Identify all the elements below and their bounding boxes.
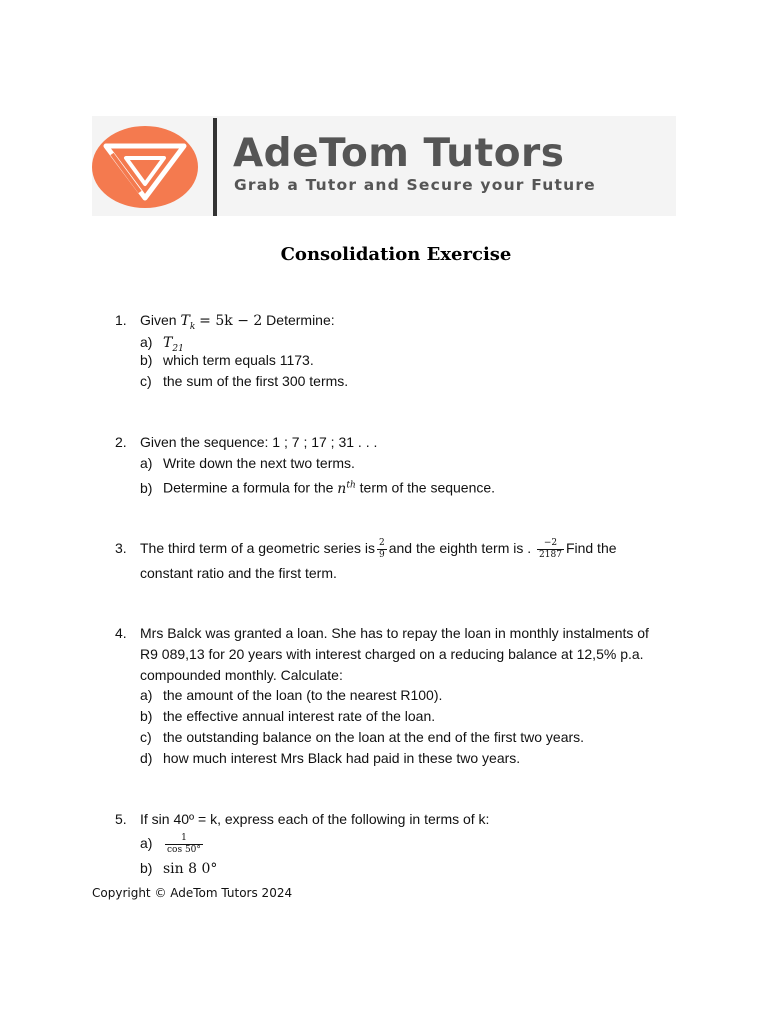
question-stem-line-1: Mrs Balck was granted a loan. She has to repay the loan in monthly instalments of: [140, 625, 649, 641]
question-number: 4.: [115, 625, 127, 641]
sub-question-b: b) Determine a formula for the $n^{th}$ term of the sequence.: [140, 479, 496, 497]
question-number: 1.: [115, 312, 127, 328]
question-stem: Given $T_k = 5k - 2$ Determine:: [140, 312, 335, 332]
fraction: $\frac{-2}{2187}$: [539, 538, 562, 560]
brand-name: AdeTom Tutors: [233, 131, 565, 176]
sub-question-b: b) the effective annual interest rate of the loan.: [140, 708, 436, 724]
question-number: 3.: [115, 540, 127, 556]
question-number: 2.: [115, 434, 127, 450]
sub-question-d: d) how much interest Mrs Black had paid in these two years.: [140, 750, 521, 766]
question-number: 5.: [115, 811, 127, 827]
question-stem: Given the sequence: 1 ; 7 ; 17 ; 31 . . .: [140, 434, 378, 450]
sub-question-c: c) the outstanding balance on the loan at the end of the first two years.: [140, 729, 585, 745]
brand-tagline: Grab a Tutor and Secure your Future: [234, 176, 596, 194]
question-stem: The third term of a geometric series is $\frac{2}{9}$ and the eighth term is . $\frac{-2}{2187}$ Find the: [140, 538, 617, 560]
sub-question-a: a) the amount of the loan (to the nearest R100).: [140, 687, 443, 703]
sub-question-b: b) sin 8 0°: [140, 860, 218, 877]
brand-divider: [213, 118, 217, 216]
question-stem: If sin 40º = k, express each of the following in terms of k:: [140, 811, 490, 827]
question-stem-line-3: compounded monthly. Calculate:: [140, 667, 343, 683]
copyright-notice: Copyright © AdeTom Tutors 2024: [92, 886, 293, 900]
sub-question-a: a) $\frac{1}{\cos 50^\circ}$: [140, 833, 201, 855]
sub-question-b: b) which term equals 1173.: [140, 352, 314, 368]
adetom-logo-icon: [92, 126, 198, 208]
sub-question-a: a) $T_{21}$: [140, 334, 184, 354]
fraction: $\frac{2}{9}$: [378, 538, 385, 560]
fraction: $\frac{1}{\cos 50^\circ}$: [167, 833, 201, 855]
page-title: Consolidation Exercise: [280, 244, 512, 265]
sub-question-a: a) Write down the next two terms.: [140, 455, 355, 471]
question-stem-line-2: constant ratio and the first term.: [140, 565, 337, 581]
question-stem-line-2: R9 089,13 for 20 years with interest charged on a reducing balance at 12,5% p.a.: [140, 646, 644, 662]
sub-question-c: c) the sum of the first 300 terms.: [140, 373, 349, 389]
